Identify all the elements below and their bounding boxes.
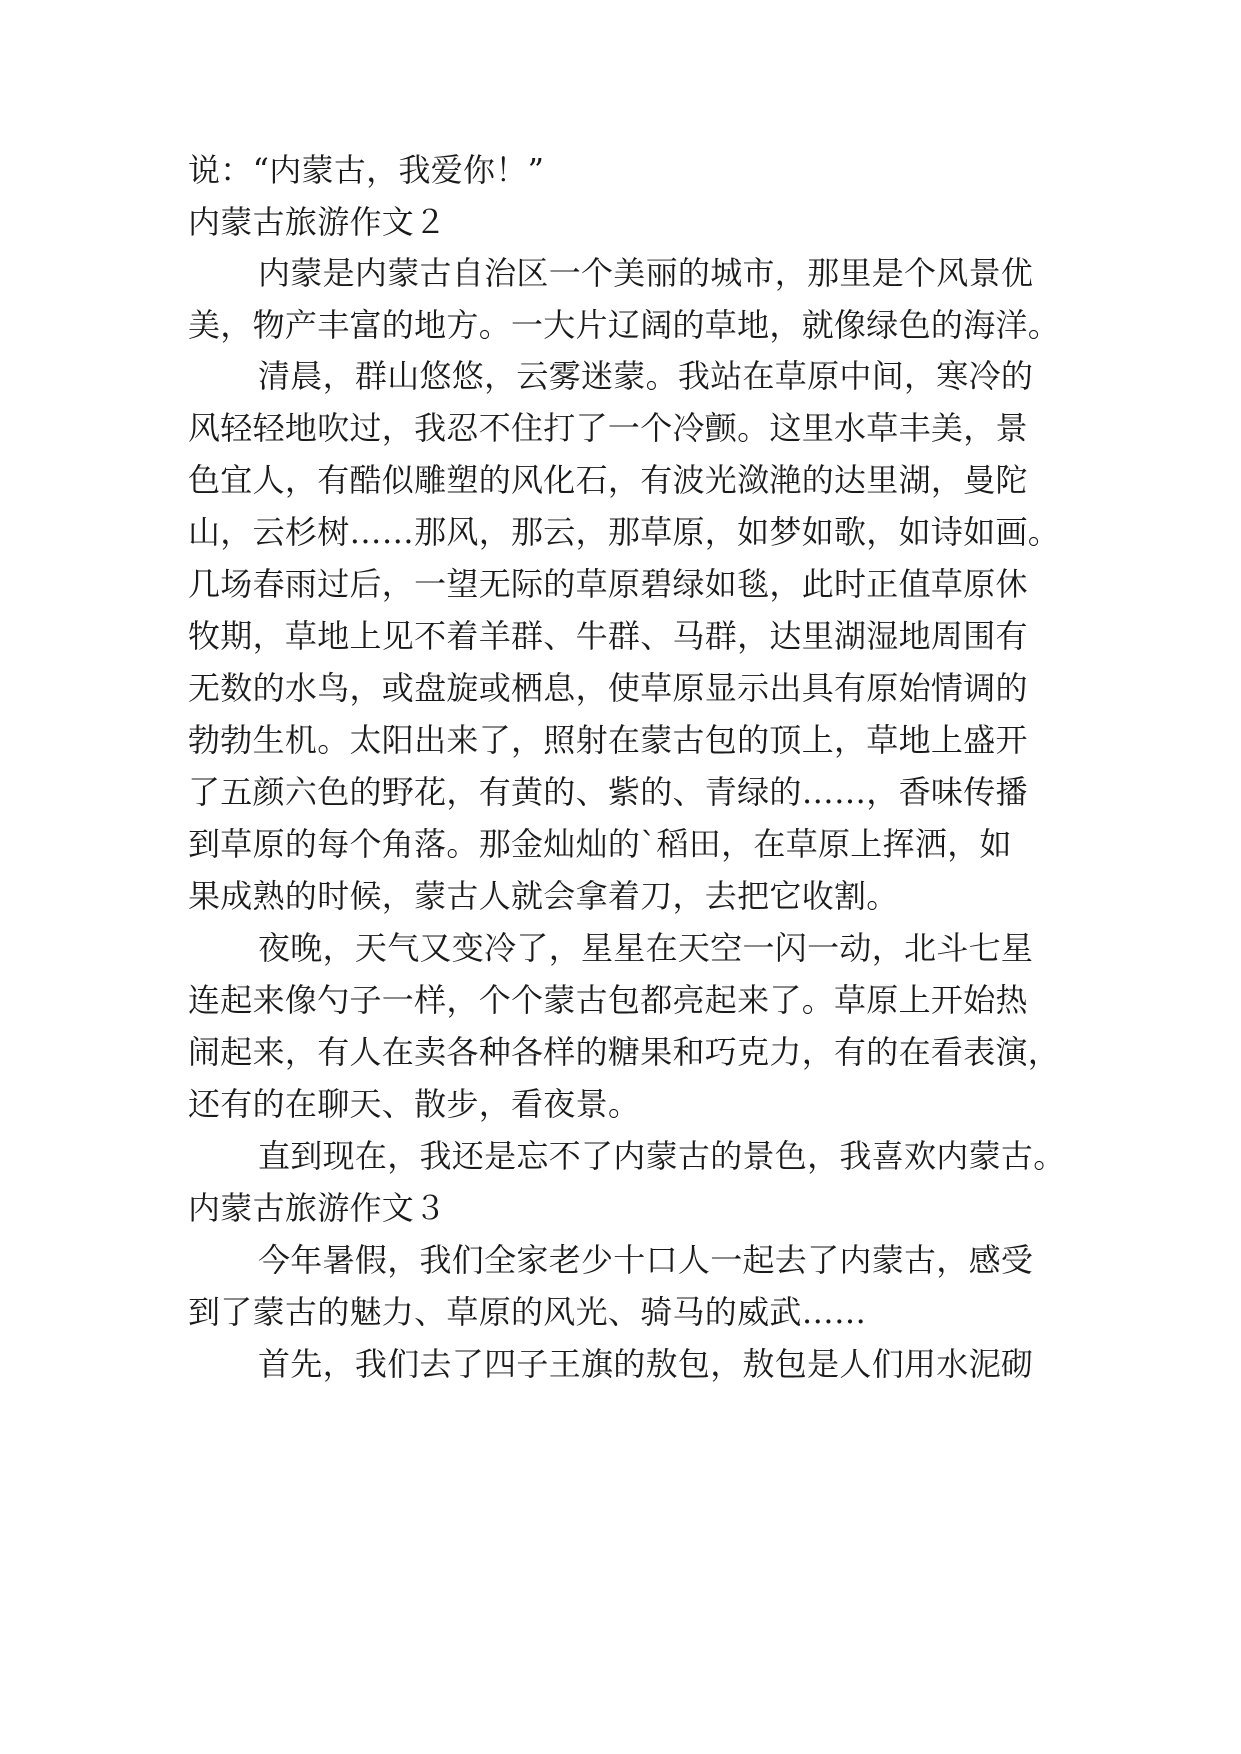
paragraph-line: 今年暑假，我们全家老少十口人一起去了内蒙古，感受: [258, 1241, 1034, 1279]
section-heading: 内蒙古旅游作文２: [188, 203, 447, 241]
paragraph-line: 山，云杉树……那风，那云，那草原，如梦如歌，如诗如画。: [188, 513, 1061, 551]
paragraph-line: 牧期，草地上见不着羊群、牛群、马群，达里湖湿地周围有: [188, 617, 1028, 655]
paragraph-line: 直到现在，我还是忘不了内蒙古的景色，我喜欢内蒙古。: [258, 1137, 1066, 1175]
paragraph-line: 说：“内蒙古，我爱你！”: [188, 151, 545, 189]
paragraph-line: 色宜人，有酷似雕塑的风化石，有波光潋滟的达里湖，曼陀: [188, 461, 1028, 499]
paragraph-line: 清晨，群山悠悠，云雾迷蒙。我站在草原中间，寒冷的: [258, 357, 1034, 395]
paragraph-line: 夜晚，天气又变冷了，星星在天空一闪一动，北斗七星: [258, 929, 1034, 967]
paragraph-line: 风轻轻地吹过，我忍不住打了一个冷颤。这里水草丰美，景: [188, 409, 1028, 447]
paragraph-line: 到了蒙古的魅力、草原的风光、骑马的威武……: [188, 1293, 867, 1331]
paragraph-line: 了五颜六色的野花，有黄的、紫的、青绿的……，香味传播: [188, 773, 1028, 811]
paragraph-line: 内蒙是内蒙古自治区一个美丽的城市，那里是个风景优: [258, 254, 1034, 292]
paragraph-line: 勃勃生机。太阳出来了，照射在蒙古包的顶上，草地上盛开: [188, 721, 1028, 759]
paragraph-line: 首先，我们去了四子王旗的敖包，敖包是人们用水泥砌: [258, 1345, 1034, 1383]
paragraph-line: 无数的水鸟，或盘旋或栖息，使草原显示出具有原始情调的: [188, 669, 1028, 707]
paragraph-line: 还有的在聊天、散步，看夜景。: [188, 1085, 641, 1123]
section-heading: 内蒙古旅游作文３: [188, 1189, 447, 1227]
paragraph-line: 果成熟的时候，蒙古人就会拿着刀，去把它收割。: [188, 877, 899, 915]
paragraph-line: 几场春雨过后，一望无际的草原碧绿如毯，此时正值草原休: [188, 565, 1028, 603]
paragraph-line: 美，物产丰富的地方。一大片辽阔的草地，就像绿色的海洋。: [188, 306, 1061, 344]
paragraph-line: 连起来像勺子一样，个个蒙古包都亮起来了。草原上开始热: [188, 981, 1028, 1019]
paragraph-line: 闹起来，有人在卖各种各样的糖果和巧克力，有的在看表演，: [188, 1033, 1061, 1071]
paragraph-line: 到草原的每个角落。那金灿灿的`稻田，在草原上挥洒，如: [188, 825, 1012, 863]
